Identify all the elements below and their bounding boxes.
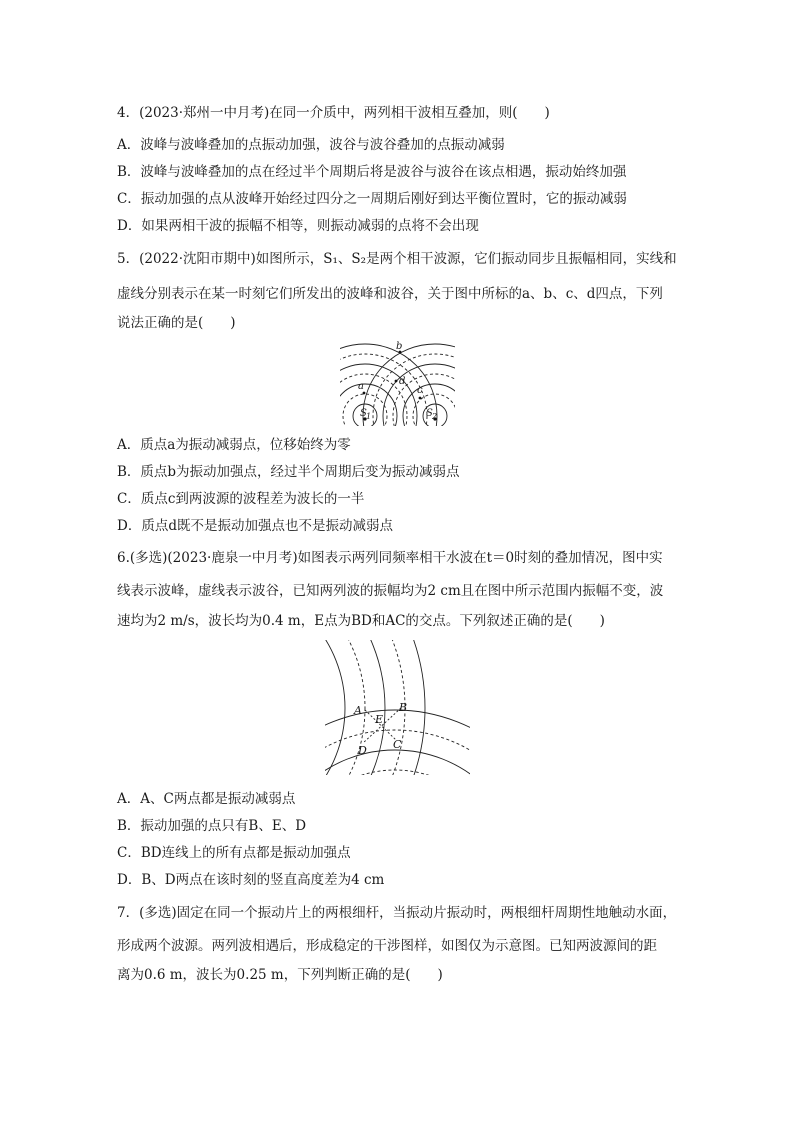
q4-option-d: D．如果两相干波的振幅不相等，则振动减弱的点将不会出现 — [117, 218, 479, 234]
q6-stem-line-3: 速均为2 m/s，波长均为0.4 m，E点为BD和AC的交点。下列叙述正确的是( ) — [117, 613, 605, 629]
q6-option-b: B．振动加强的点只有B、E、D — [117, 818, 307, 834]
q6-stem-line-2: 线表示波峰，虚线表示波谷，已知两列波的振幅均为2 cm且在图中所示范围内振幅不变，波 — [117, 583, 664, 599]
q4-option-a: A．波峰与波峰叠加的点振动加强，波谷与波谷叠加的点振动减弱 — [117, 137, 505, 153]
q7-stem-line-3: 离为0.6 m，波长为0.25 m，下列判断正确的是( ) — [117, 967, 443, 983]
q6-wave-diagram — [325, 640, 470, 775]
point-c-dot — [419, 397, 422, 400]
label-a: a — [358, 381, 364, 392]
q4-stem: 4．(2023·郑州一中月考)在同一介质中，两列相干波相互叠加，则( ) — [117, 105, 550, 121]
point-a-dot — [363, 392, 366, 395]
q7-stem-line-2: 形成两个波源。两列波相遇后，形成稳定的干涉图样，如图仅为示意图。已知两波源间的距 — [117, 938, 657, 954]
point-d-dot — [395, 380, 398, 383]
q6-option-a: A．A、C两点都是振动减弱点 — [117, 791, 296, 807]
label-A: A — [354, 704, 362, 717]
q5-option-a: A．质点a为振动减弱点，位移始终为零 — [117, 437, 351, 453]
label-s2: S — [426, 408, 433, 419]
bottom-crest-1 — [325, 750, 470, 775]
label-s1-sub: 1 — [366, 412, 372, 421]
label-B: B — [399, 701, 408, 714]
label-D: D — [358, 744, 367, 757]
q5-stem-line-1: 5．(2022·沈阳市期中)如图所示，S₁、S₂是两个相干波源，它们振动同步且振幅相同，实线和 — [117, 251, 677, 267]
q5-wave-diagram — [340, 338, 455, 428]
q5-stem-line-2: 虚线分别表示在某一时刻它们所发出的波峰和波谷，关于图中所标的a、b、c、d四点，下列 — [117, 286, 663, 302]
q6-figure — [325, 640, 470, 775]
q6-stem-line-1: 6.(多选)(2023·鹿泉一中月考)如图表示两列同频率相干水波在t＝0时刻的叠加情况，图中实 — [117, 550, 663, 566]
bottom-trough-1 — [325, 730, 470, 775]
q4-option-b: B．波峰与波峰叠加的点在经过半个周期后将是波谷与波谷在该点相遇，振动始终加强 — [117, 164, 627, 180]
label-c: c — [417, 385, 423, 396]
q5-option-b: B．质点b为振动加强点，经过半个周期后变为振动减弱点 — [117, 464, 460, 480]
q5-figure — [340, 338, 455, 428]
label-d: d — [399, 376, 406, 387]
label-b: b — [396, 341, 403, 352]
q5-option-c: C．质点c到两波源的波程差为波长的一半 — [117, 491, 365, 507]
label-C: C — [393, 738, 402, 751]
left-crest-1 — [325, 640, 345, 775]
q6-option-c: C．BD连线上的所有点都是振动加强点 — [117, 845, 351, 861]
label-E: E — [375, 713, 384, 726]
label-s1: S — [360, 408, 367, 419]
left-crest-3 — [325, 640, 425, 775]
s1-crest-2 — [340, 384, 397, 428]
q6-option-d: D．B、D两点在该时刻的竖直高度差为4 cm — [117, 872, 385, 888]
q4-option-c: C．振动加强的点从波峰开始经过四分之一周期后刚好到达平衡位置时，它的振动减弱 — [117, 191, 627, 207]
q5-stem-line-3: 说法正确的是( ) — [117, 315, 236, 331]
q7-stem-line-1: 7．(多选)固定在同一个振动片上的两根细杆，当振动片振动时，两根细杆周期性地触动水面， — [117, 905, 677, 921]
label-s2-sub: 2 — [432, 412, 438, 421]
bottom-trough-0 — [325, 770, 470, 775]
q5-option-d: D．质点d既不是振动加强点也不是振动减弱点 — [117, 518, 393, 534]
